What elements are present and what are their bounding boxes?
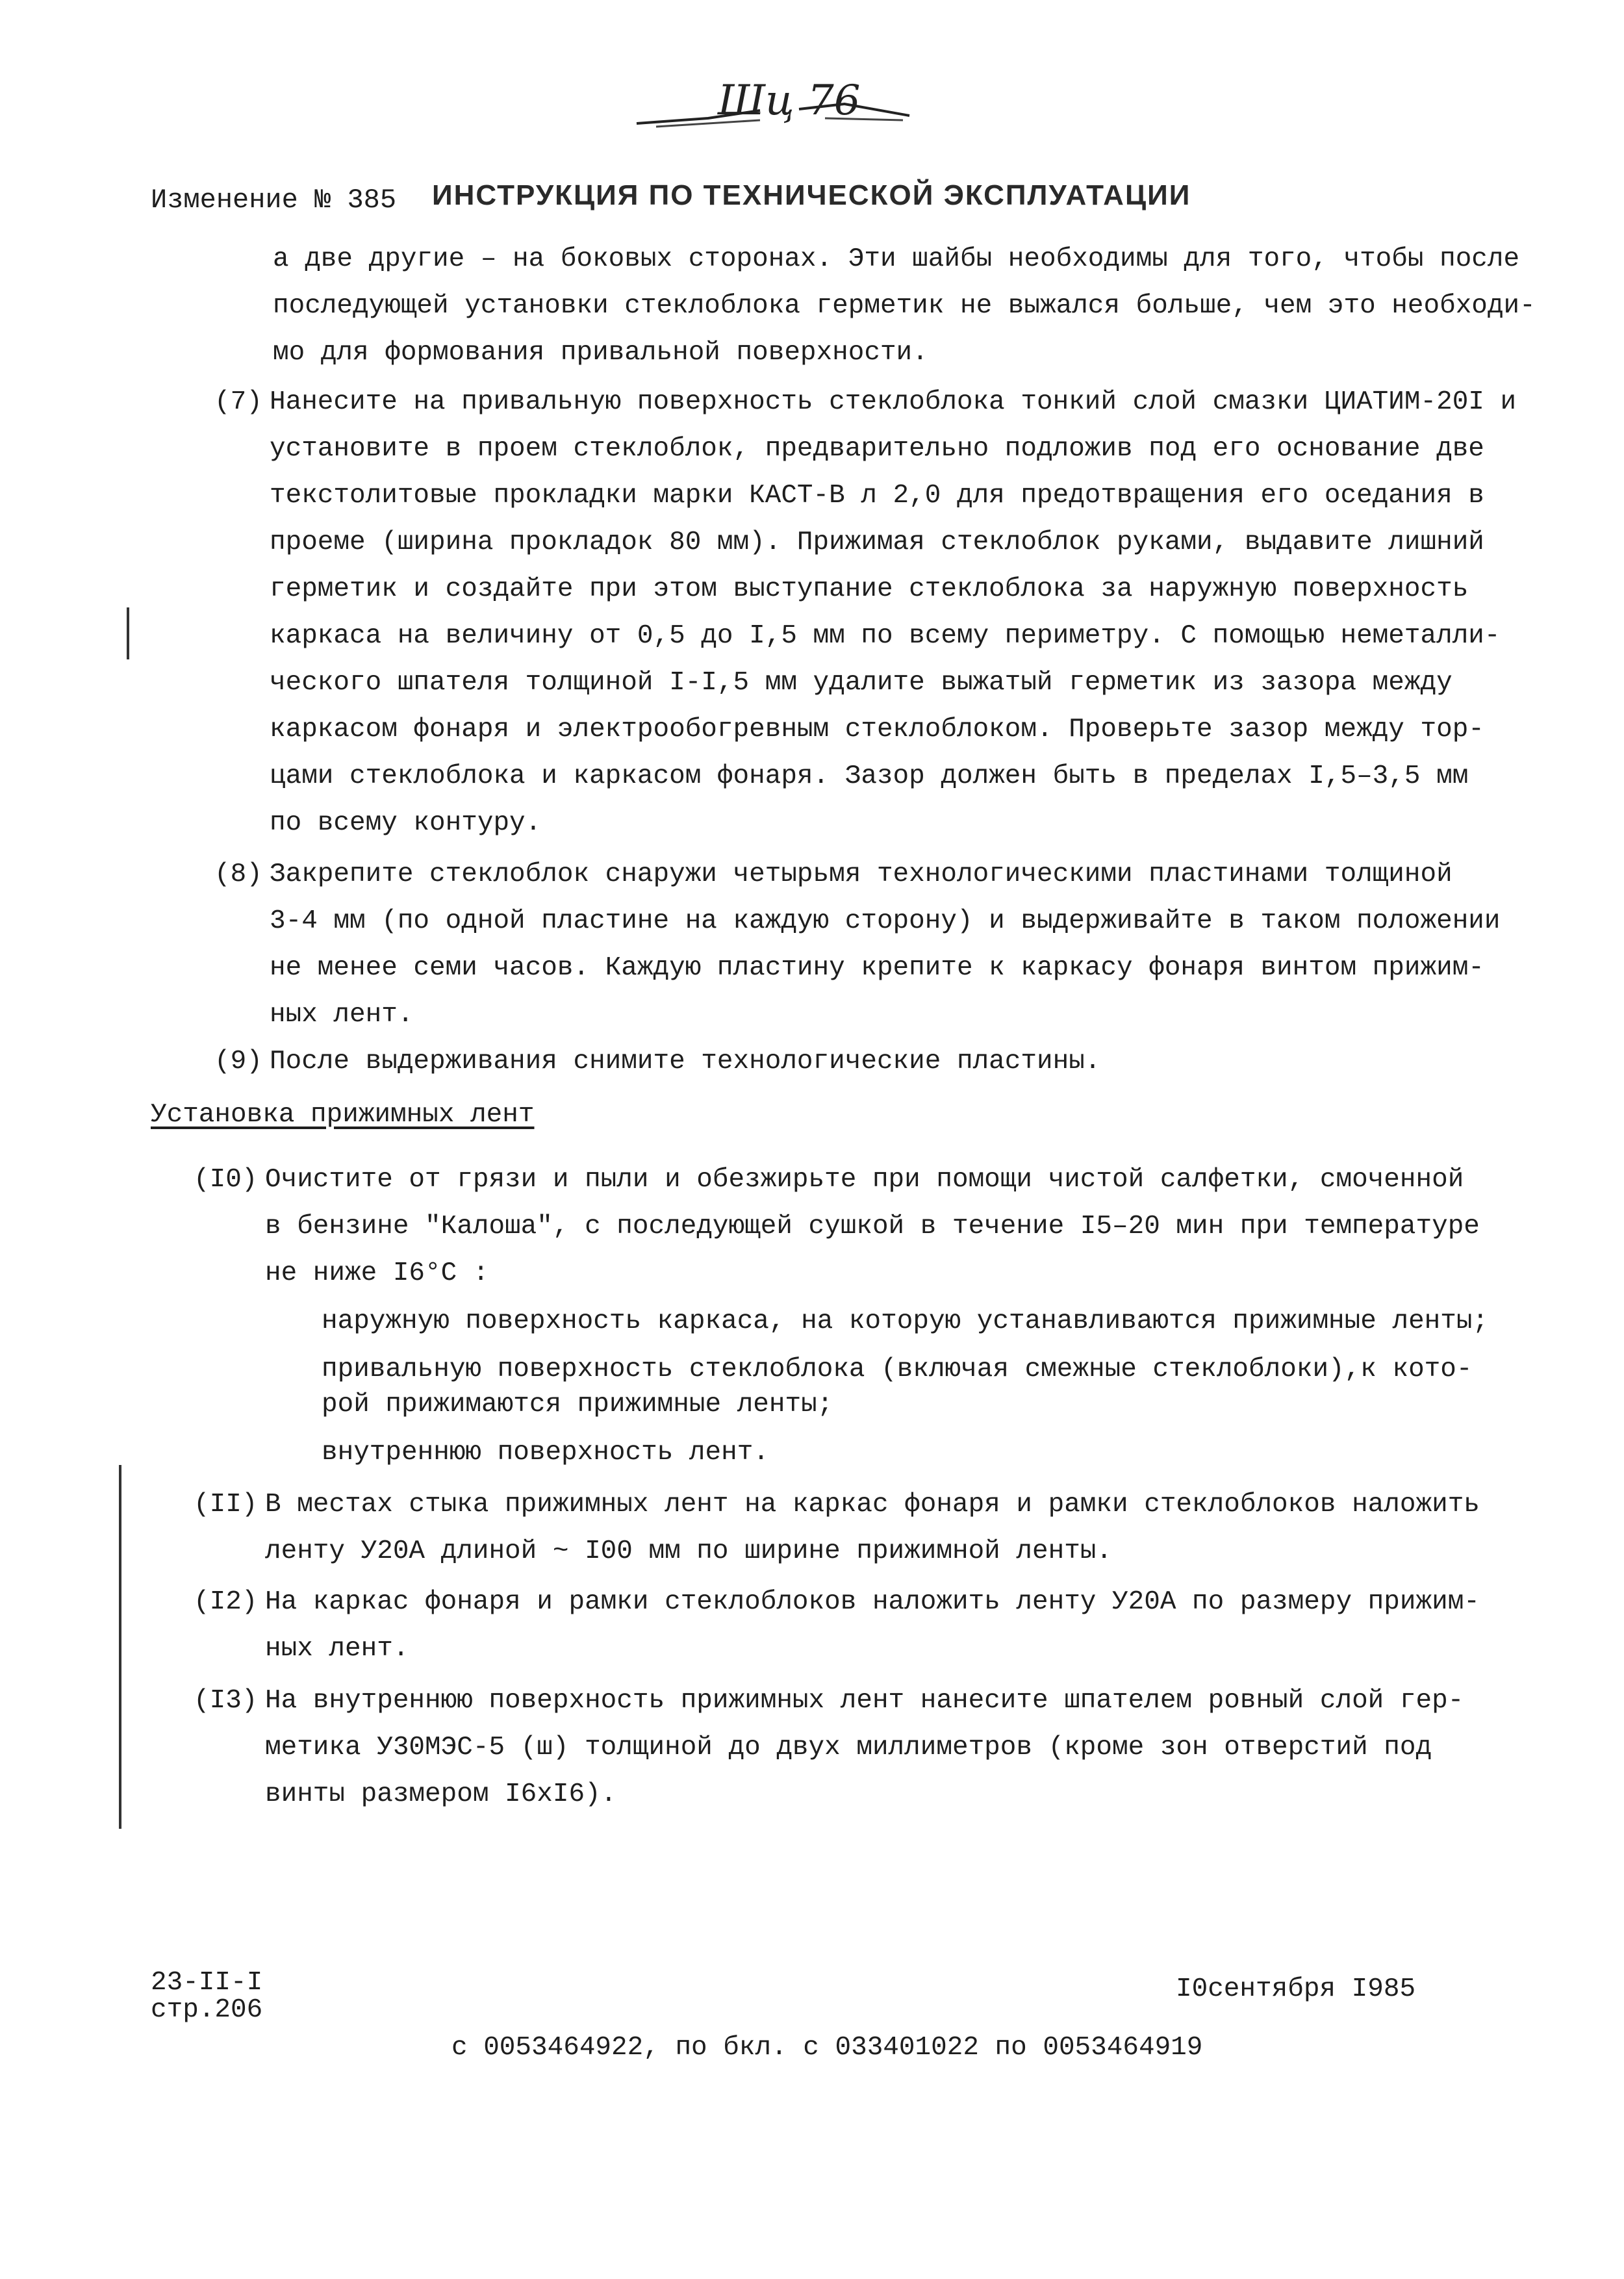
step7-line: проеме (ширина прокладок 80 мм). Прижимая стеклоблок руками, выдавите лишний: [270, 528, 1484, 557]
step10-item: внутреннюю поверхность лент.: [322, 1438, 769, 1468]
step-number: (8): [214, 859, 262, 889]
step10-item: наружную поверхность каркаса, на которую устанавливаются прижимные ленты;: [322, 1306, 1489, 1336]
step7-line: герметик и создайте при этом выступание стеклоблока за наружную поверхность: [270, 574, 1469, 604]
step8-line: не менее семи часов. Каждую пластину крепите к каркасу фонаря винтом прижим-: [270, 953, 1484, 983]
step9-line: После выдерживания снимите технологические пластины.: [270, 1047, 1101, 1076]
page-title: ИНСТРУКЦИЯ ПО ТЕХНИЧЕСКОЙ ЭКСПЛУАТАЦИИ: [432, 179, 1191, 211]
intro-line: мо для формования привальной поверхности.: [273, 338, 928, 368]
serial-range: с 0053464922, по бкл. с 033401022 по 0053464919: [451, 2033, 1203, 2063]
step-number: (I0): [194, 1165, 258, 1195]
signature: Шц 76: [718, 77, 861, 125]
doc-code: 23-II-I: [151, 1968, 263, 1998]
step8-line: Закрепите стеклоблок снаружи четырьмя технологическими пластинами толщиной: [270, 859, 1453, 889]
step8-line: ных лент.: [270, 1000, 414, 1030]
intro-line: а две другие – на боковых сторонах. Эти шайбы необходимы для того, чтобы после: [273, 244, 1520, 274]
doc-date: I0сентября I985: [1176, 1974, 1416, 2004]
step7-line: установите в проем стеклоблок, предварительно подложив под его основание две: [270, 434, 1484, 464]
step7-line: текстолитовые прокладки марки КАСТ-В л 2,0 для предотвращения его оседания в: [270, 481, 1484, 511]
step7-line: каркаса на величину от 0,5 до I,5 мм по всему периметру. С помощью неметалли-: [270, 621, 1501, 651]
step7-line: Нанесите на привальную поверхность стеклоблока тонкий слой смазки ЦИАТИМ-20I и: [270, 387, 1517, 417]
step7-line: цами стеклоблока и каркасом фонаря. Зазор должен быть в пределах I,5–3,5 мм: [270, 761, 1469, 791]
step10-line: Очистите от грязи и пыли и обезжирьте при помощи чистой салфетки, смоченной: [265, 1165, 1464, 1195]
step10-line: в бензине "Калоша", с последующей сушкой в течение I5–20 мин при температуре: [265, 1212, 1480, 1241]
step13-line: На внутреннюю поверхность прижимных лент нанесите шпателем ровный слой гер-: [265, 1686, 1464, 1716]
step-number: (9): [214, 1047, 262, 1076]
step-number: (7): [214, 387, 262, 417]
step7-line: каркасом фонаря и электрообогревным стеклоблоком. Проверьте зазор между тор-: [270, 715, 1484, 745]
change-bar: [127, 607, 129, 659]
step7-line: ческого шпателя толщиной I-I,5 мм удалите выжатый герметик из зазора между: [270, 668, 1453, 698]
step-number: (II): [194, 1490, 258, 1520]
step12-line: На каркас фонаря и рамки стеклоблоков наложить ленту У20А по размеру прижим-: [265, 1587, 1480, 1617]
step10-line: не ниже I6°С :: [265, 1258, 489, 1288]
step13-line: винты размером I6хI6).: [265, 1779, 617, 1809]
page-number: стр.206: [151, 1995, 263, 2025]
step11-line: В местах стыка прижимных лент на каркас фонаря и рамки стеклоблоков наложить: [265, 1490, 1480, 1520]
change-number: Изменение № 385: [151, 185, 397, 216]
change-bar: [119, 1465, 121, 1829]
section-heading: Установка прижимных лент: [151, 1100, 535, 1130]
step13-line: метика У30МЭС-5 (ш) толщиной до двух миллиметров (кроме зон отверстий под: [265, 1733, 1432, 1763]
step10-item: рой прижимаются прижимные ленты;: [322, 1390, 833, 1420]
step12-line: ных лент.: [265, 1634, 409, 1664]
step11-line: ленту У20А длиной ~ I00 мм по ширине прижимной ленты.: [265, 1536, 1113, 1566]
step8-line: 3-4 мм (по одной пластине на каждую сторону) и выдерживайте в таком положении: [270, 906, 1501, 936]
step10-item: привальную поверхность стеклоблока (включая смежные стеклоблоки),к кото-: [322, 1355, 1473, 1384]
step-number: (I2): [194, 1587, 258, 1617]
intro-line: последующей установки стеклоблока герметик не выжался больше, чем это необходи-: [273, 291, 1536, 321]
step7-line: по всему контуру.: [270, 808, 542, 838]
step-number: (I3): [194, 1686, 258, 1716]
